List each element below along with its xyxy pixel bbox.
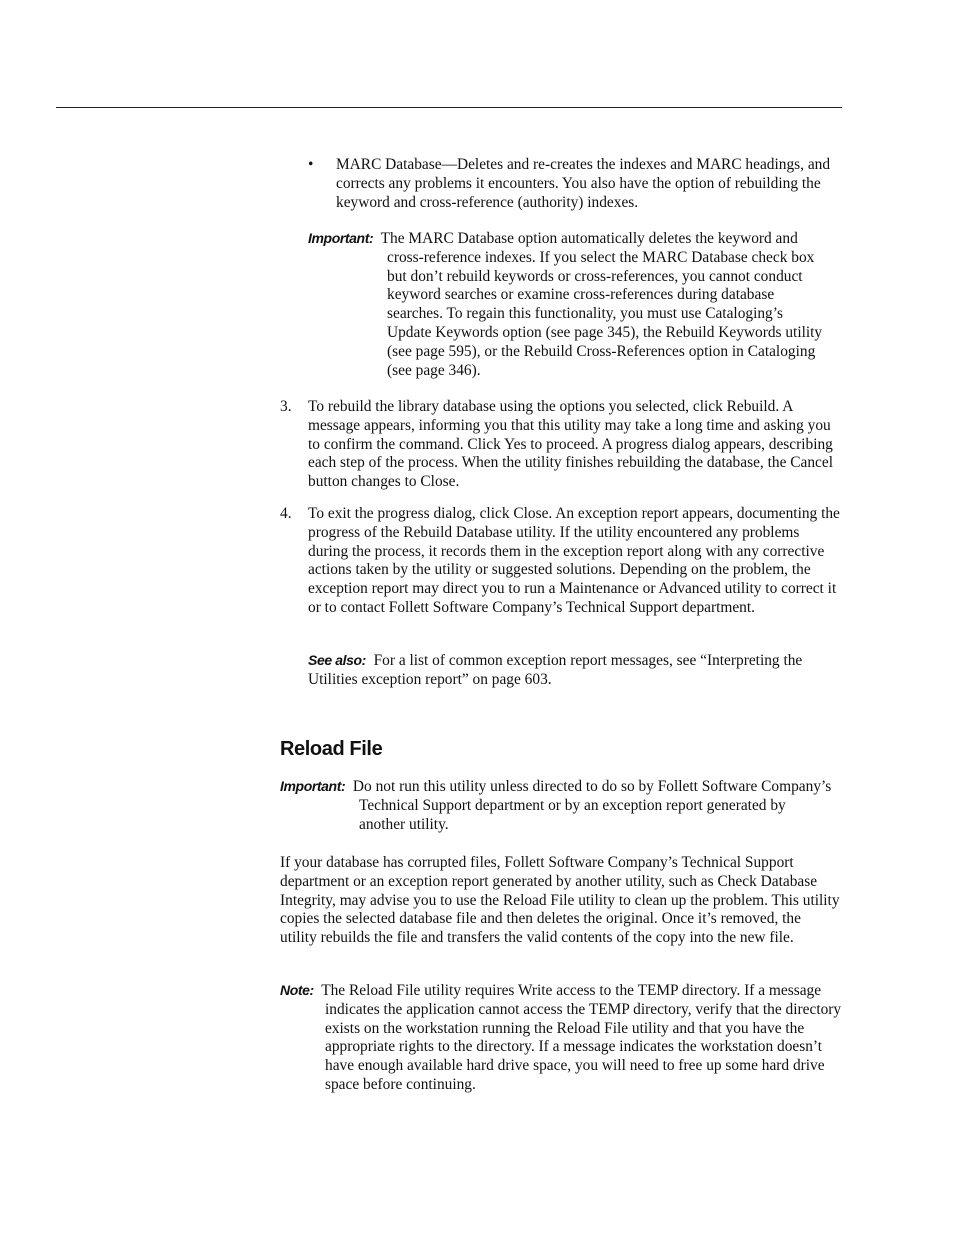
bullet-marc-database	[308, 156, 848, 212]
bullet-symbol: •	[308, 156, 314, 173]
step-3	[280, 398, 840, 492]
bullet-text: MARC Database—Deletes and re-creates the indexes and MARC headings, and corrects any problems it encounters. You also have the option of rebuilding the keyword and cross-reference (authority) indexes.	[336, 156, 831, 211]
note-label: Note:	[280, 982, 314, 998]
important-note-reload	[280, 777, 835, 834]
important-label: Important:	[308, 230, 374, 246]
section-heading-reload-file: Reload File	[280, 738, 383, 760]
paragraph-text: If your database has corrupted files, Follett Software Company’s Technical Support department or an exception report generated by another utility, such as Check Database Integrity, may advise you to use the Reload File utility to clean up the problem. This utility copies the selected database file and then deletes the original. Once it’s removed, the utility rebuilds the file and transfers the valid contents of the copy into the new file.	[280, 854, 840, 947]
see-also-label: See also:	[308, 652, 366, 668]
see-also-text: For a list of common exception report messages, see “Interpreting the Utilities exception report” on page 603.	[308, 652, 803, 688]
see-also-note	[308, 651, 833, 690]
step-text: To rebuild the library database using the options you selected, click Rebuild. A message appears, informing you that this utility may take a long time and asking you to confirm the command. Click Yes to proceed. A progress dialog appears, describing each step of the process. When the utility finishes rebuilding the database, the Cancel button changes to Close.	[308, 398, 833, 491]
note-temp-directory	[280, 981, 842, 1095]
step-number: 4.	[280, 505, 292, 522]
step-text: To exit the progress dialog, click Close. An exception report appears, documenting the progress of the Rebuild Database utility. If the utility encountered any problems during the process, it records them in the exception report along with any corrective actions taken by the utility or suggested solutions. Depending on the problem, the exception report may direct you to run a Maintenance or Advanced utility to correct it or to contact Follett Software Company’s Technical Support department.	[308, 505, 840, 616]
important-note-marc	[308, 229, 828, 380]
body-paragraph	[280, 854, 840, 948]
note-text: The Reload File utility requires Write access to the TEMP directory. If a message indicates the application cannot access the TEMP directory, verify that the directory exists on the workstation running the Reload File utility and that you have the appropriate rights to the directory. If a message indicates the workstation doesn’t have enough available hard drive space, you will need to free up some hard drive space before continuing.	[321, 982, 842, 1093]
step-number: 3.	[280, 398, 292, 415]
important-label: Important:	[280, 778, 346, 794]
step-4	[280, 505, 842, 618]
important-text: The MARC Database option automatically deletes the keyword and cross-reference indexes. If you select the MARC Database check box but don’t rebuild keywords or cross-references, you cannot conduct keyword searches or examine cross-references during database searches. To regain this functionality, you must use Cataloging’s Update Keywords option (see page 345), the Rebuild Keywords utility (see page 595), or the Rebuild Cross-References option in Cataloging (see page 346).	[380, 230, 823, 379]
important-text: Do not run this utility unless directed to do so by Follett Software Company’s Technical Support department or by an exception report generated by another utility.	[352, 778, 832, 833]
header-rule	[56, 107, 842, 108]
